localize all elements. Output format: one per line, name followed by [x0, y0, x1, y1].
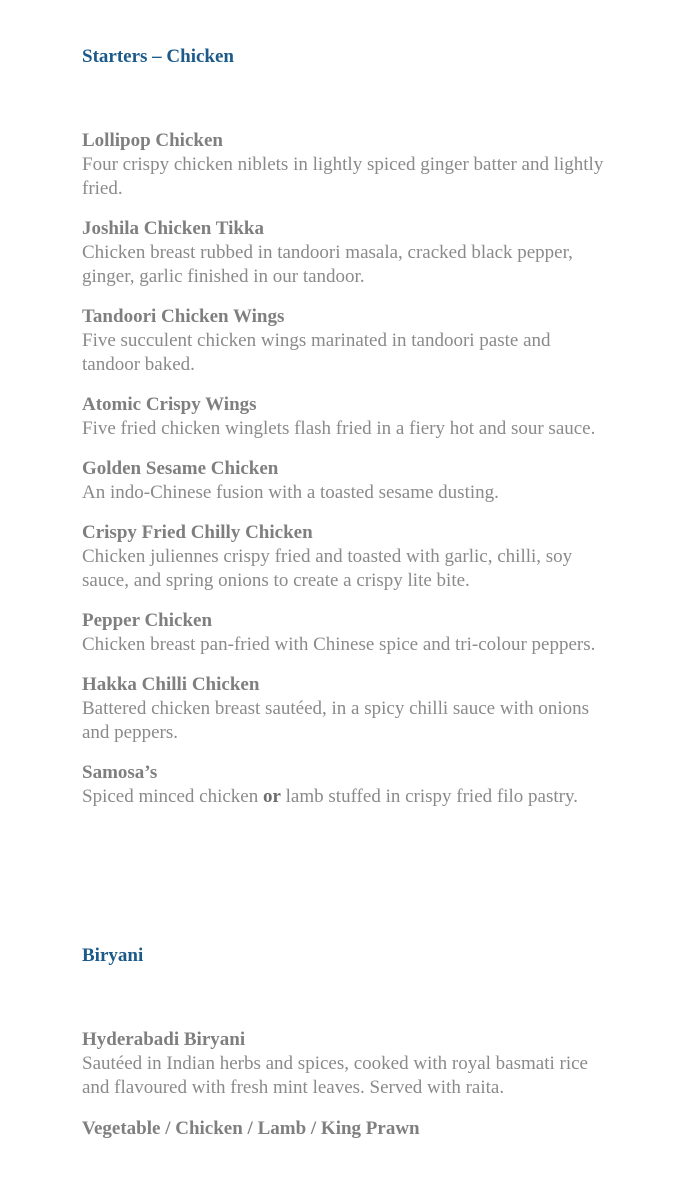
- menu-item-description: An indo-Chinese fusion with a toasted sesame dusting.: [82, 482, 499, 503]
- section-title-starters-chicken: Starters – Chicken: [82, 46, 234, 67]
- menu-item-name: Golden Sesame Chicken: [82, 458, 279, 479]
- menu-item-description: Chicken juliennes crispy fried and toasted with garlic, chilli, soy sauce, and spring onions to create a crispy lite bite.: [82, 546, 573, 591]
- menu-item-pepper-chicken: [82, 609, 612, 657]
- samosa-desc-emphasis: or: [262, 786, 281, 807]
- menu-item-name: Joshila Chicken Tikka: [82, 218, 264, 239]
- menu-item-description: Five succulent chicken wings marinated in tandoori paste and tandoor baked.: [82, 330, 551, 375]
- section-title-biryani: Biryani: [82, 945, 144, 966]
- menu-item-description: Sautéed in Indian herbs and spices, cooked with royal basmati rice and flavoured with fresh mint leaves. Served with raita.: [82, 1053, 588, 1098]
- menu-item-description: Chicken breast pan-fried with Chinese spice and tri-colour peppers.: [82, 634, 596, 655]
- menu-item-hyderabadi-biryani: [82, 1028, 612, 1100]
- menu-item-tandoori-chicken-wings: [82, 305, 612, 377]
- menu-item-name: Samosa’s: [82, 762, 158, 783]
- samosa-desc-start: Spiced minced chicken: [82, 786, 263, 807]
- samosa-desc-end: lamb stuffed in crispy fried filo pastry.: [280, 786, 578, 807]
- menu-item-lollipop-chicken: [82, 129, 612, 201]
- menu-item-name: Atomic Crispy Wings: [82, 394, 257, 415]
- biryani-options: Vegetable / Chicken / Lamb / King Prawn: [82, 1118, 420, 1139]
- menu-item-description: Chicken breast rubbed in tandoori masala, cracked black pepper, ginger, garlic finished in our tandoor.: [82, 242, 573, 287]
- menu-item-joshila-chicken-tikka: [82, 217, 612, 289]
- menu-item-hakka-chilli-chicken: [82, 673, 612, 745]
- biryani-item-list: [82, 1028, 612, 1116]
- starters-item-list: [82, 129, 612, 825]
- menu-item-description: Five fried chicken winglets flash fried in a fiery hot and sour sauce.: [82, 418, 596, 439]
- menu-item-name: Tandoori Chicken Wings: [82, 306, 285, 327]
- menu-item-golden-sesame-chicken: [82, 457, 612, 505]
- menu-item-description: [82, 785, 612, 809]
- menu-item-samosas: [82, 761, 612, 809]
- menu-item-name: Lollipop Chicken: [82, 130, 223, 151]
- menu-item-description: Battered chicken breast sautéed, in a spicy chilli sauce with onions and peppers.: [82, 698, 590, 743]
- menu-item-name: Crispy Fried Chilly Chicken: [82, 522, 313, 543]
- menu-item-name: Hyderabadi Biryani: [82, 1029, 246, 1050]
- menu-item-atomic-crispy-wings: [82, 393, 612, 441]
- menu-item-name: Hakka Chilli Chicken: [82, 674, 260, 695]
- menu-item-crispy-fried-chilly-chicken: [82, 521, 612, 593]
- menu-item-description: Four crispy chicken niblets in lightly spiced ginger batter and lightly fried.: [82, 154, 604, 199]
- menu-item-name: Pepper Chicken: [82, 610, 213, 631]
